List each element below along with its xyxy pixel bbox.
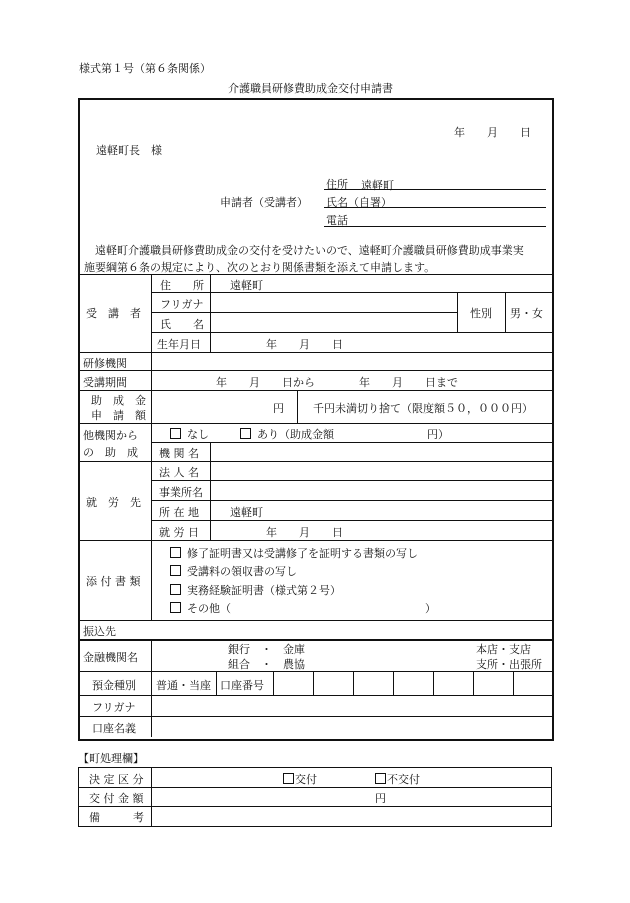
trainee-name-label: 氏 名 xyxy=(160,318,204,331)
applicant-address-value[interactable]: 遠軽町 xyxy=(361,179,394,192)
bank-types-1[interactable]: 銀行 ・ 金庫 xyxy=(228,643,305,656)
bank-types-2[interactable]: 組合 ・ 農協 xyxy=(228,658,305,671)
trainee-address-value[interactable]: 遠軽町 xyxy=(230,279,263,292)
attachments-label: 添 付 書 類 xyxy=(86,575,141,588)
trainee-address-label: 住 所 xyxy=(160,279,204,292)
start-label: 就 労 日 xyxy=(159,526,199,539)
employment-label: 就 労 先 xyxy=(86,496,141,509)
amount-note: 千円未満切り捨て（限度額５０，０００円） xyxy=(313,402,533,415)
grant-amount-unit: 円 xyxy=(375,792,386,805)
addressee: 遠軽町長 様 xyxy=(96,144,162,157)
trainee-label: 受 講 者 xyxy=(86,307,141,320)
checkbox-icon[interactable] xyxy=(283,773,294,784)
option-yes-unit: 円） xyxy=(427,428,449,441)
checkbox-icon[interactable] xyxy=(170,584,181,595)
amount-unit: 円 xyxy=(273,402,284,415)
applicant-address-label: 住所 xyxy=(326,178,348,191)
decision-label: 決 定 区 分 xyxy=(89,773,144,786)
applicant-name-label: 氏名（自署） xyxy=(326,196,392,209)
checkbox-yes[interactable] xyxy=(240,428,251,439)
form-title: 介護職員研修費助成金交付申請書 xyxy=(228,82,393,95)
trainee-furigana-label: フリガナ xyxy=(160,298,204,311)
option-none[interactable]: なし xyxy=(170,426,209,442)
form-number: 様式第１号（第６条関係） xyxy=(79,62,211,75)
checkbox-icon[interactable] xyxy=(170,565,181,576)
statement-line-1: 遠軽町介護職員研修費助成金の交付を受けたいので、遠軽町介護職員研修費助成事業実 xyxy=(95,244,524,257)
option-yes[interactable]: あり（助成金額 xyxy=(240,426,334,442)
amount-label-1: 助 成 金 xyxy=(91,394,146,407)
decision-no-grant[interactable]: 不交付 xyxy=(375,771,420,787)
attachment-item-4[interactable]: その他（ xyxy=(170,600,231,616)
agency-label: 機 関 名 xyxy=(159,447,199,460)
sex-options[interactable]: 男・女 xyxy=(510,307,543,320)
bank-branch-1[interactable]: 本店・支店 xyxy=(476,643,531,656)
checkbox-icon[interactable] xyxy=(170,602,181,613)
period-label: 受講期間 xyxy=(83,376,127,389)
applicant-label: 申請者（受講者） xyxy=(220,196,308,209)
attachment-other-close: ） xyxy=(425,602,436,615)
amount-label-2: 申 請 額 xyxy=(91,409,146,422)
location-value[interactable]: 遠軽町 xyxy=(230,506,263,519)
account-type-label: 預金種別 xyxy=(92,679,136,692)
birth-label: 生年月日 xyxy=(157,338,201,351)
decision-grant[interactable]: 交付 xyxy=(283,771,317,787)
statement-line-2: 施要綱第６条の規定により、次のとおり関係書類を添えて申請します。 xyxy=(84,261,436,274)
account-number-label: 口座番号 xyxy=(220,679,264,692)
bank-section-label: 振込先 xyxy=(83,625,116,638)
applicant-phone-label: 電話 xyxy=(326,214,348,227)
account-holder-label: 口座名義 xyxy=(92,722,136,735)
remarks-label: 備 考 xyxy=(89,811,144,824)
checkbox-icon[interactable] xyxy=(170,547,181,558)
grant-amount-label: 交 付 金 額 xyxy=(89,792,144,805)
date-field[interactable]: 年 月 日 xyxy=(454,126,531,139)
start-value[interactable]: 年 月 日 xyxy=(266,526,343,539)
office-label: 事業所名 xyxy=(159,486,203,499)
institution-label: 研修機関 xyxy=(83,357,127,370)
corp-label: 法 人 名 xyxy=(159,466,199,479)
other-aid-label-1: 他機関から xyxy=(83,429,138,442)
attachment-item-1[interactable]: 修了証明書又は受講修了を証明する書類の写し xyxy=(170,545,418,561)
account-type-value[interactable]: 普通・当座 xyxy=(156,679,211,692)
attachment-item-2[interactable]: 受講料の領収書の写し xyxy=(170,563,297,579)
checkbox-icon[interactable] xyxy=(375,773,386,784)
checkbox-none[interactable] xyxy=(170,428,181,439)
sex-label: 性別 xyxy=(470,307,492,320)
other-aid-label-2: の 助 成 xyxy=(83,446,138,459)
bank-branch-2[interactable]: 支所・出張所 xyxy=(476,658,542,671)
attachment-item-3[interactable]: 実務経験証明書（様式第２号） xyxy=(170,582,341,598)
office-use-label: 【町処理欄】 xyxy=(78,752,144,765)
bank-furigana-label: フリガナ xyxy=(92,701,136,714)
bank-institution-label: 金融機関名 xyxy=(83,651,138,664)
birth-value[interactable]: 年 月 日 xyxy=(266,338,343,351)
period-value[interactable]: 年 月 日から 年 月 日まで xyxy=(216,376,458,389)
location-label: 所 在 地 xyxy=(159,506,199,519)
